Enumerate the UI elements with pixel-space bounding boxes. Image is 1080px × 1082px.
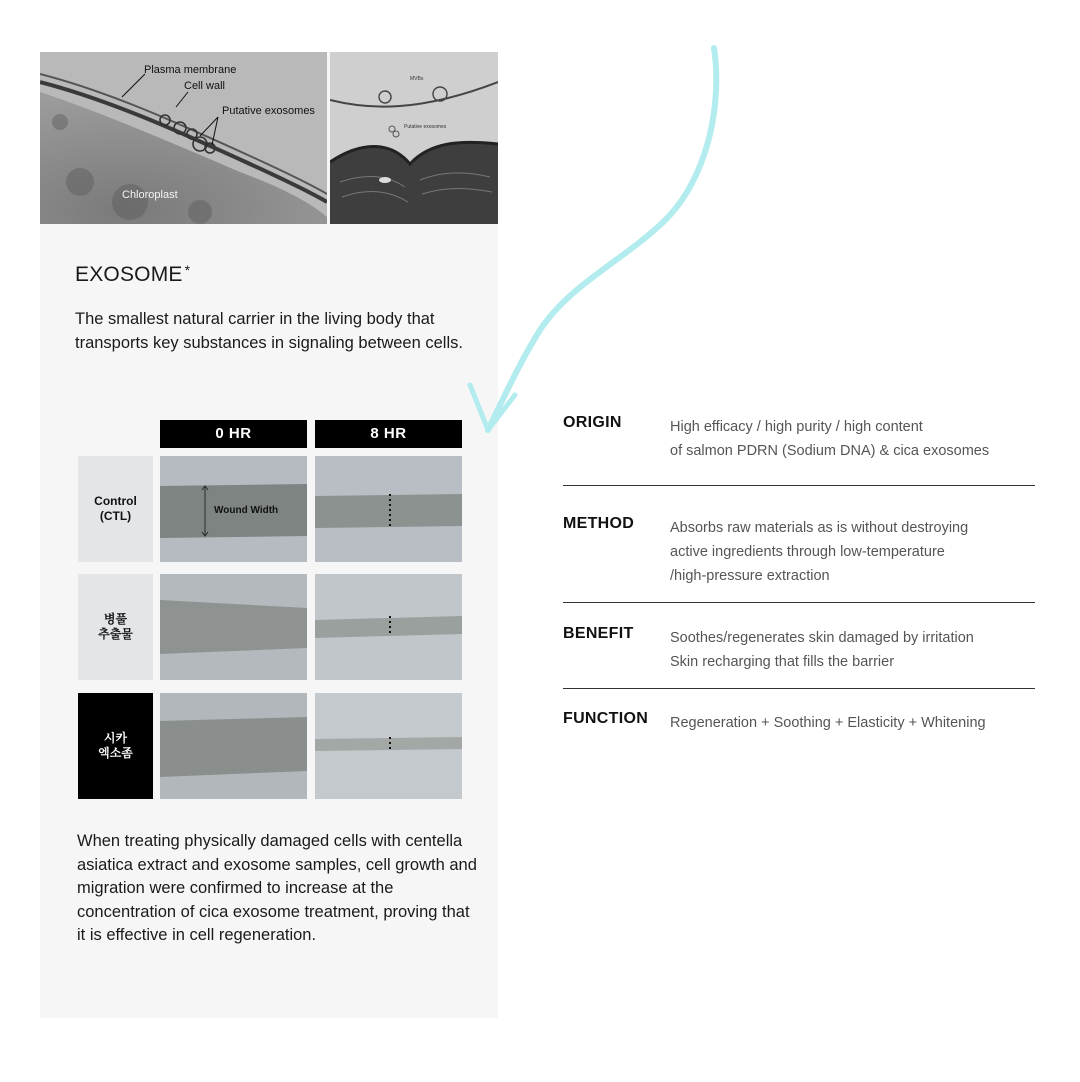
cell-image-control-8hr <box>315 456 462 562</box>
method-value: Absorbs raw materials as is without destroying active ingredients through low-temperature /high-pressure extraction <box>670 520 969 584</box>
mvbs-label: MVBs <box>410 76 424 82</box>
experiment-description: When treating physically damaged cells with centella asiatica extract and exosome samples, cell growth and migration were confirmed to increase at the concentration of cica exosome treatment, proving that it is effective in cell regeneration. <box>77 832 477 944</box>
origin-value: High efficacy / high purity / high content of salmon PDRN (Sodium DNA) & cica exosomes <box>670 419 990 459</box>
exosome-panel <box>40 52 498 1018</box>
spec-divider <box>563 602 1035 603</box>
wound-width-label: Wound Width <box>214 505 279 516</box>
function-value: Regeneration + Soothing + Elasticity + Whitening <box>670 715 986 731</box>
benefit-value: Soothes/regenerates skin damaged by irritation Skin recharging that fills the barrier <box>670 630 974 670</box>
cell-image-extract-0hr <box>160 574 307 680</box>
row-label-cica-exosome: 시카 엑소좀 <box>78 693 153 799</box>
method-label: METHOD <box>563 515 635 532</box>
cell-image-control-0hr <box>160 456 307 562</box>
exosome-title <box>75 262 190 287</box>
cell-wall-label: Cell wall <box>184 80 225 92</box>
row-label-control: Control (CTL) <box>78 456 153 562</box>
micrograph-chloroplast-image <box>40 52 327 224</box>
putative-exosomes-label: Putative exosomes <box>222 105 315 117</box>
exosome-title-text: EXOSOME <box>75 263 183 286</box>
benefit-label: BENEFIT <box>563 625 634 642</box>
cell-image-extract-8hr <box>315 574 462 680</box>
cell-image-exosome-0hr <box>160 693 307 799</box>
header-0hr: 0 HR <box>160 420 307 448</box>
chloroplast-label: Chloroplast <box>122 189 178 201</box>
header-8hr: 8 HR <box>315 420 462 448</box>
cell-image-exosome-8hr <box>315 693 462 799</box>
curved-arrow-icon <box>460 40 740 440</box>
spec-divider <box>563 688 1035 689</box>
putative-exosomes-small-label: Putative exosomes <box>404 124 447 130</box>
title-asterisk: * <box>184 262 191 278</box>
plasma-membrane-label: Plasma membrane <box>144 64 237 76</box>
origin-label: ORIGIN <box>563 414 622 431</box>
exosome-intro: The smallest natural carrier in the living body that transports key substances in signaling between cells. <box>75 310 463 352</box>
function-label: FUNCTION <box>563 710 649 727</box>
row-label-centella-extract: 병풀 추출물 <box>78 574 153 680</box>
spec-divider <box>563 485 1035 486</box>
